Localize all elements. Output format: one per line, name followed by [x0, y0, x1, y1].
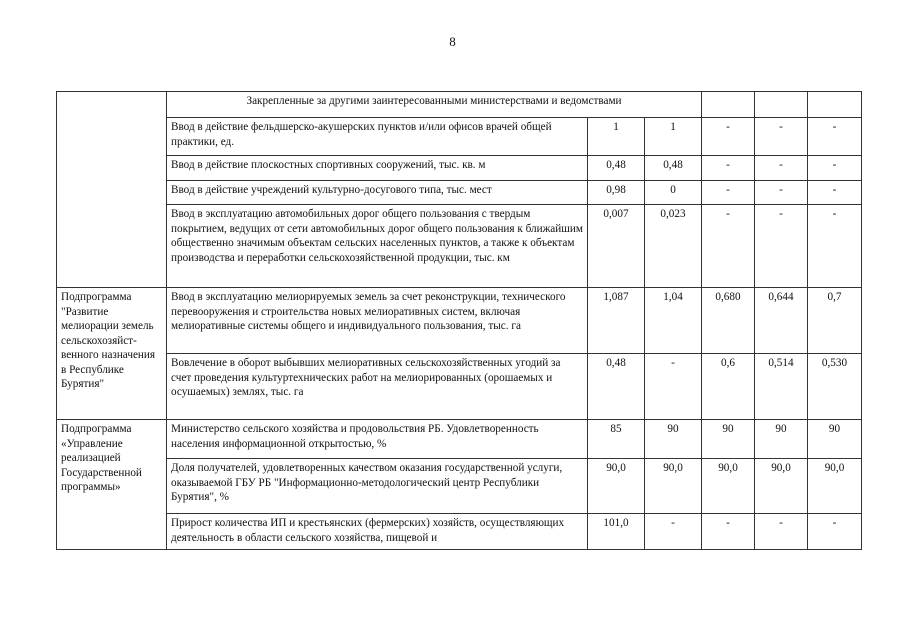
indicator-cell: Прирост количества ИП и крестьянских (фермерских) хозяйств, осуществляющих деятельность в области сельского хозяйства, пищевой и — [167, 514, 588, 550]
table-row — [57, 288, 862, 354]
value-cell: 0,48 — [588, 354, 645, 420]
value-cell: 1 — [588, 118, 645, 156]
value-cell: 90 — [755, 420, 808, 459]
value-cell: 0,007 — [588, 205, 645, 288]
value-cell: 90,0 — [702, 459, 755, 514]
indicator-cell: Ввод в действие фельдшерско-акушерских пунктов и/или офисов врачей общей практики, ед. — [167, 118, 588, 156]
value-cell: 90 — [645, 420, 702, 459]
value-cell: - — [702, 181, 755, 205]
value-cell: - — [755, 118, 808, 156]
value-cell: - — [808, 514, 862, 550]
value-cell: 1,04 — [645, 288, 702, 354]
value-cell: 0,98 — [588, 181, 645, 205]
value-cell: 85 — [588, 420, 645, 459]
value-cell: 0 — [645, 181, 702, 205]
value-cell: - — [808, 181, 862, 205]
page-number: 8 — [449, 34, 456, 49]
table-row — [57, 459, 862, 514]
table-row — [57, 92, 862, 118]
value-cell: - — [755, 205, 808, 288]
indicator-cell: Ввод в действие учреждений культурно-досугового типа, тыс. мест — [167, 181, 588, 205]
section-header: Закрепленные за другими заинтересованными министерствами и ведомствами — [167, 92, 702, 118]
value-cell: 1,087 — [588, 288, 645, 354]
value-cell: - — [755, 181, 808, 205]
value-cell: 0,530 — [808, 354, 862, 420]
table-row — [57, 205, 862, 288]
indicator-cell: Ввод в эксплуатацию автомобильных дорог общего пользования с твердым покрытием, ведущих от сети автомобильных дорог общего пользования к ближайшим общественно значимым объектам сельских населенных пунктов, а также к объектам производства и переработки сельскохозяйственной продукции, тыс. км — [167, 205, 588, 288]
value-cell: - — [808, 205, 862, 288]
value-cell: 90 — [702, 420, 755, 459]
indicator-cell: Ввод в эксплуатацию мелиорируемых земель за счет реконструкции, технического перевооружения и строительства новых мелиоративных систем, включая мелиоративные системы общего и индивидуального пользования, тыс. га — [167, 288, 588, 354]
program-cell: Подпрограмма «Управление реализацией Государственной программы» — [57, 420, 167, 550]
value-cell: 90 — [808, 420, 862, 459]
table-row — [57, 118, 862, 156]
program-cell: Подпрограмма "Развитие мелиорации земель сельскохозяйст-венного назначения в Республике Бурятия" — [57, 288, 167, 420]
value-cell: - — [755, 156, 808, 181]
value-cell: - — [702, 514, 755, 550]
value-cell: 0,6 — [702, 354, 755, 420]
value-cell: - — [755, 514, 808, 550]
value-cell: 1 — [645, 118, 702, 156]
value-cell: - — [702, 118, 755, 156]
indicator-cell: Доля получателей, удовлетворенных качеством оказания государственной услуги, оказываемой ГБУ РБ "Информационно-методологический центр Республики Бурятия", % — [167, 459, 588, 514]
value-cell: - — [808, 118, 862, 156]
value-cell: 90,0 — [755, 459, 808, 514]
table-row — [57, 181, 862, 205]
value-cell — [808, 92, 862, 118]
value-cell: - — [808, 156, 862, 181]
value-cell: 0,680 — [702, 288, 755, 354]
value-cell: 0,514 — [755, 354, 808, 420]
value-cell — [755, 92, 808, 118]
value-cell: - — [645, 354, 702, 420]
table-row — [57, 420, 862, 459]
value-cell — [702, 92, 755, 118]
indicators-table — [56, 91, 862, 550]
value-cell: - — [702, 156, 755, 181]
indicator-cell: Ввод в действие плоскостных спортивных сооружений, тыс. кв. м — [167, 156, 588, 181]
value-cell: 90,0 — [808, 459, 862, 514]
value-cell: 101,0 — [588, 514, 645, 550]
table-row — [57, 514, 862, 550]
program-cell-empty — [57, 92, 167, 288]
indicator-cell: Министерство сельского хозяйства и продовольствия РБ. Удовлетворенность населения информационной открытостью, % — [167, 420, 588, 459]
value-cell: 90,0 — [588, 459, 645, 514]
value-cell: - — [702, 205, 755, 288]
value-cell: 0,644 — [755, 288, 808, 354]
indicator-cell: Вовлечение в оборот выбывших мелиоративных сельскохозяйственных угодий за счет проведения культуртехнических работ на мелиорированных (орошаемых и осушаемых) землях, тыс. га — [167, 354, 588, 420]
value-cell: 90,0 — [645, 459, 702, 514]
table-row — [57, 354, 862, 420]
value-cell: 0,48 — [588, 156, 645, 181]
value-cell: 0,48 — [645, 156, 702, 181]
value-cell: 0,7 — [808, 288, 862, 354]
table-row — [57, 156, 862, 181]
value-cell: 0,023 — [645, 205, 702, 288]
value-cell: - — [645, 514, 702, 550]
